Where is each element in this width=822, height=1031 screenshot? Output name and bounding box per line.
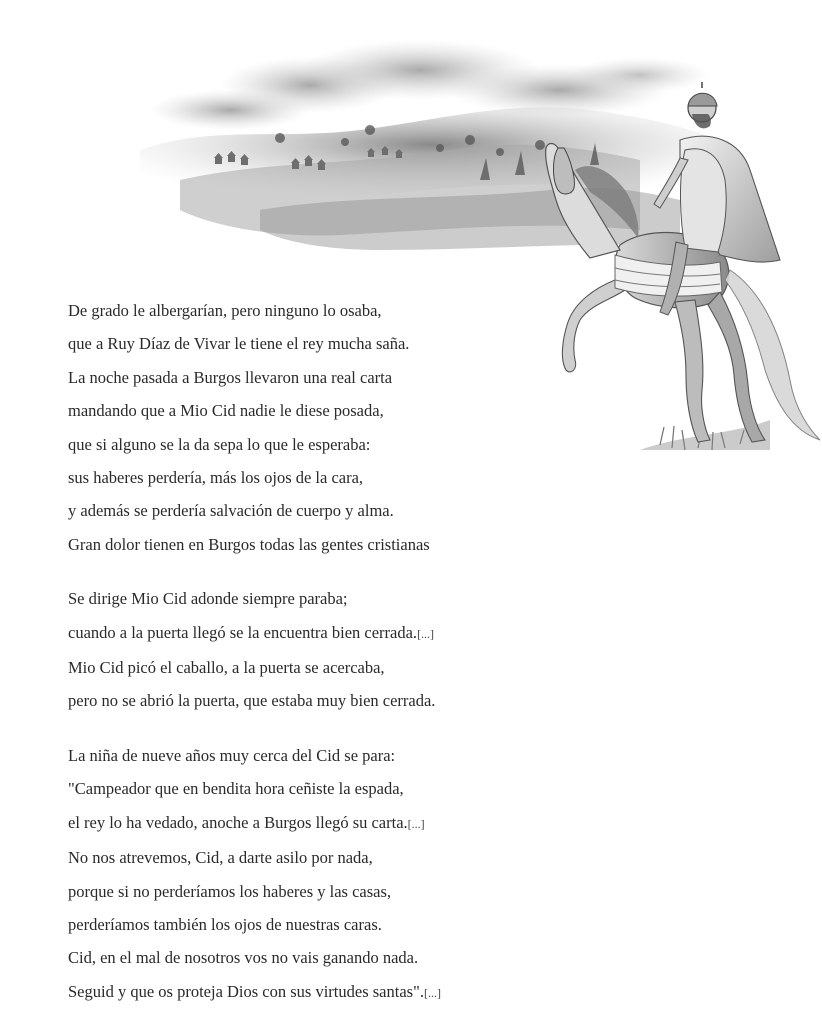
stanza-3 — [68, 739, 628, 1010]
verse-line: Mio Cid picó el caballo, a la puerta se acercaba, — [68, 658, 385, 678]
verse-line: mandando que a Mio Cid nadie le diese posada, — [68, 401, 384, 421]
omission-mark: [...] — [407, 816, 425, 831]
omission-mark: [...] — [423, 985, 441, 1000]
verse-line: Se dirige Mio Cid adonde siempre paraba; — [68, 589, 348, 609]
verse-line: La noche pasada a Burgos llevaron una real carta — [68, 367, 393, 387]
verse-line: "Campeador que en bendita hora ceñiste la espada, — [68, 779, 404, 799]
verse-line: que si alguno se la da sepa lo que le esperaba: — [68, 434, 371, 454]
verse-line: La niña de nueve años muy cerca del Cid se para: — [68, 745, 396, 765]
omission-mark: [...] — [417, 626, 435, 641]
verse-line: pero no se abrió la puerta, que estaba muy bien cerrada. — [68, 691, 436, 711]
verse-line: perderíamos también los ojos de nuestras caras. — [68, 914, 382, 934]
verse-line: Seguid y que os proteja Dios con sus virtudes santas".[...] — [68, 981, 441, 1001]
poem-text — [68, 294, 628, 1031]
verse-line: sus haberes perdería, más los ojos de la cara, — [68, 468, 364, 488]
verse-line: Gran dolor tienen en Burgos todas las gentes cristianas — [68, 534, 430, 554]
verse-line: Cid, en el mal de nosotros vos no vais ganando nada. — [68, 948, 419, 968]
stanza-1 — [68, 294, 628, 561]
verse-line: el rey lo ha vedado, anoche a Burgos llegó su carta.[...] — [68, 812, 425, 832]
verse-line: De grado le albergarían, pero ninguno lo osaba, — [68, 301, 382, 320]
verse-line: No nos atrevemos, Cid, a darte asilo por nada, — [68, 848, 373, 868]
verse-line: que a Ruy Díaz de Vivar le tiene el rey mucha saña. — [68, 334, 410, 354]
stanza-2 — [68, 582, 628, 718]
verse-line: porque si no perderíamos los haberes y las casas, — [68, 881, 392, 901]
verse-line: y además se perdería salvación de cuerpo y alma. — [68, 501, 394, 521]
verse-line: cuando a la puerta llegó se la encuentra bien cerrada.[...] — [68, 622, 435, 642]
